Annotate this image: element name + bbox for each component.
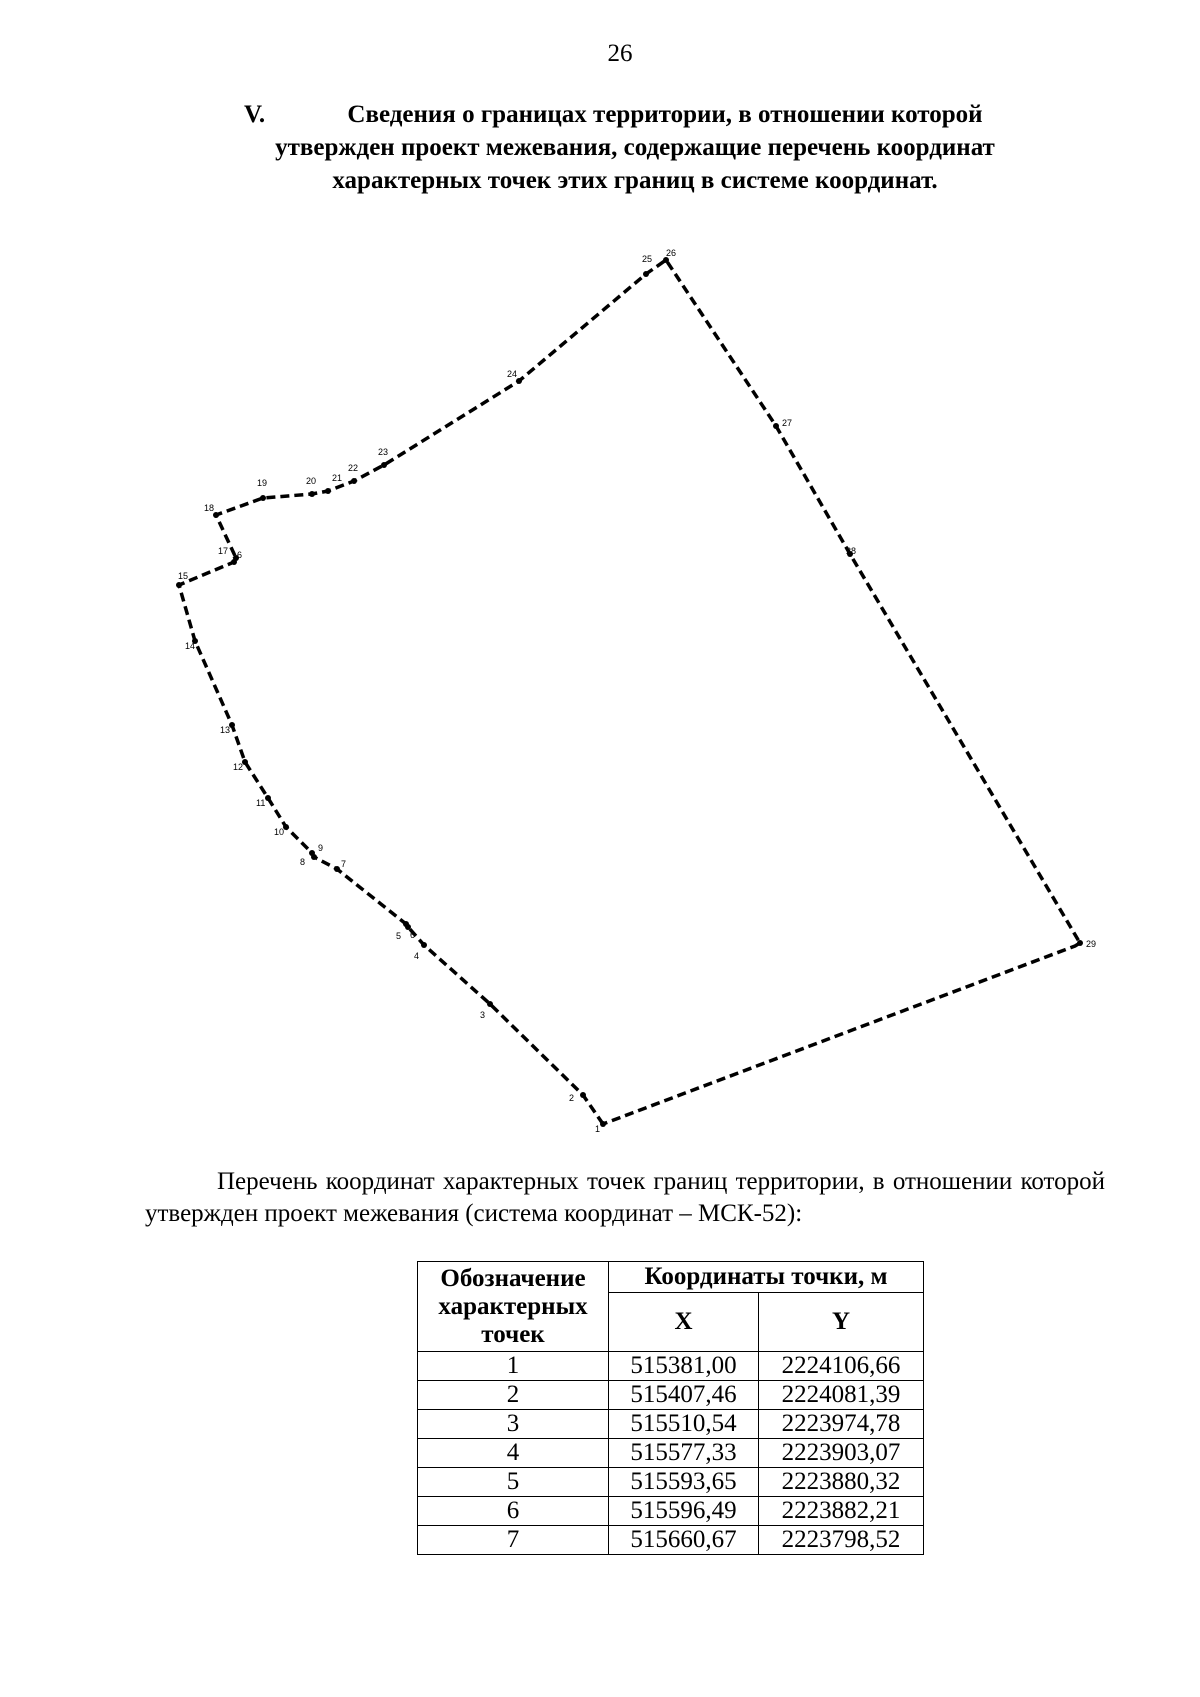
point-cell: 7 <box>418 1526 609 1555</box>
table-row <box>418 1526 924 1555</box>
point-label: 7 <box>341 859 347 869</box>
point-cell: 6 <box>418 1497 609 1526</box>
header-point-designation: Обозначение характерных точек <box>418 1262 609 1352</box>
y-cell: 2223798,52 <box>759 1526 924 1555</box>
point-label: 26 <box>666 248 677 258</box>
point-label: 1 <box>595 1124 601 1134</box>
heading-line-2: утвержден проект межевания, содержащие перечень координат <box>275 134 995 161</box>
point-label: 10 <box>274 827 285 837</box>
table-row <box>418 1497 924 1526</box>
header-x: X <box>609 1293 759 1352</box>
boundary-vertex <box>309 850 315 856</box>
x-cell: 515660,67 <box>609 1526 759 1555</box>
point-label: 29 <box>1086 939 1097 949</box>
point-label: 6 <box>410 930 416 940</box>
heading-line-1: Сведения о границах территории, в отношении которой <box>347 101 983 128</box>
boundary-vertex <box>351 478 357 484</box>
heading-line-3: характерных точек этих границ в системе координат. <box>332 167 938 194</box>
section-number: V. <box>244 101 266 128</box>
x-cell: 515407,46 <box>609 1381 759 1410</box>
point-cell: 5 <box>418 1468 609 1497</box>
point-label: 20 <box>306 476 317 486</box>
boundary-vertex <box>643 271 649 277</box>
point-cell: 2 <box>418 1381 609 1410</box>
point-label: 8 <box>300 857 306 867</box>
point-label: 23 <box>378 447 389 457</box>
table-body <box>418 1352 924 1555</box>
y-cell: 2223880,32 <box>759 1468 924 1497</box>
table-row <box>418 1381 924 1410</box>
x-cell: 515593,65 <box>609 1468 759 1497</box>
point-label: 11 <box>256 798 266 808</box>
point-label: 18 <box>204 503 215 513</box>
boundary-vertices <box>176 257 1083 1127</box>
y-cell: 2223903,07 <box>759 1439 924 1468</box>
point-label: 15 <box>178 571 189 581</box>
point-label: 21 <box>332 473 343 483</box>
point-label: 16 <box>232 550 243 560</box>
boundary-vertex <box>580 1092 586 1098</box>
point-cell: 4 <box>418 1439 609 1468</box>
point-label: 13 <box>220 725 231 735</box>
point-label: 14 <box>185 641 196 651</box>
header-y: Y <box>759 1293 924 1352</box>
boundary-vertex <box>260 495 266 501</box>
point-label: 3 <box>480 1010 486 1020</box>
coordinates-table <box>417 1261 924 1555</box>
point-cell: 1 <box>418 1352 609 1381</box>
x-cell: 515577,33 <box>609 1439 759 1468</box>
boundary-line <box>179 260 1080 1124</box>
boundary-vertex <box>334 866 340 872</box>
boundary-vertex <box>265 795 271 801</box>
point-label: 5 <box>396 931 402 941</box>
point-label: 22 <box>348 463 359 473</box>
table-row <box>418 1410 924 1439</box>
point-label: 9 <box>318 843 324 853</box>
point-label: 4 <box>414 951 420 961</box>
point-label: 28 <box>846 546 857 556</box>
point-label: 27 <box>782 418 793 428</box>
boundary-vertex <box>325 488 331 494</box>
x-cell: 515596,49 <box>609 1497 759 1526</box>
table-row <box>418 1352 924 1381</box>
point-label: 12 <box>233 762 244 772</box>
y-cell: 2223974,78 <box>759 1410 924 1439</box>
y-cell: 2224081,39 <box>759 1381 924 1410</box>
point-cell: 3 <box>418 1410 609 1439</box>
boundary-vertex <box>176 582 182 588</box>
table-row <box>418 1439 924 1468</box>
point-label: 17 <box>218 546 229 556</box>
boundary-vertex <box>309 491 315 497</box>
point-label: 19 <box>257 478 268 488</box>
boundary-vertex <box>600 1121 606 1127</box>
point-label: 25 <box>642 254 653 264</box>
x-cell: 515381,00 <box>609 1352 759 1381</box>
y-cell: 2224106,66 <box>759 1352 924 1381</box>
header-coordinates: Координаты точки, м <box>609 1262 924 1293</box>
boundary-vertex <box>1077 940 1083 946</box>
point-label: 24 <box>507 369 518 379</box>
table-row <box>418 1468 924 1497</box>
boundary-vertex <box>421 942 427 948</box>
point-label: 2 <box>569 1093 575 1103</box>
boundary-vertex <box>403 921 409 927</box>
boundary-vertex <box>773 423 779 429</box>
boundary-vertex <box>381 462 387 468</box>
point-labels <box>178 248 1096 1134</box>
x-cell: 515510,54 <box>609 1410 759 1439</box>
y-cell: 2223882,21 <box>759 1497 924 1526</box>
table-caption: Перечень координат характерных точек границ территории, в отношении которой утвержден проект межевания (система координат – МСК-52): <box>145 1168 1105 1227</box>
page-number: 26 <box>607 40 633 67</box>
boundary-vertex <box>487 1001 493 1007</box>
